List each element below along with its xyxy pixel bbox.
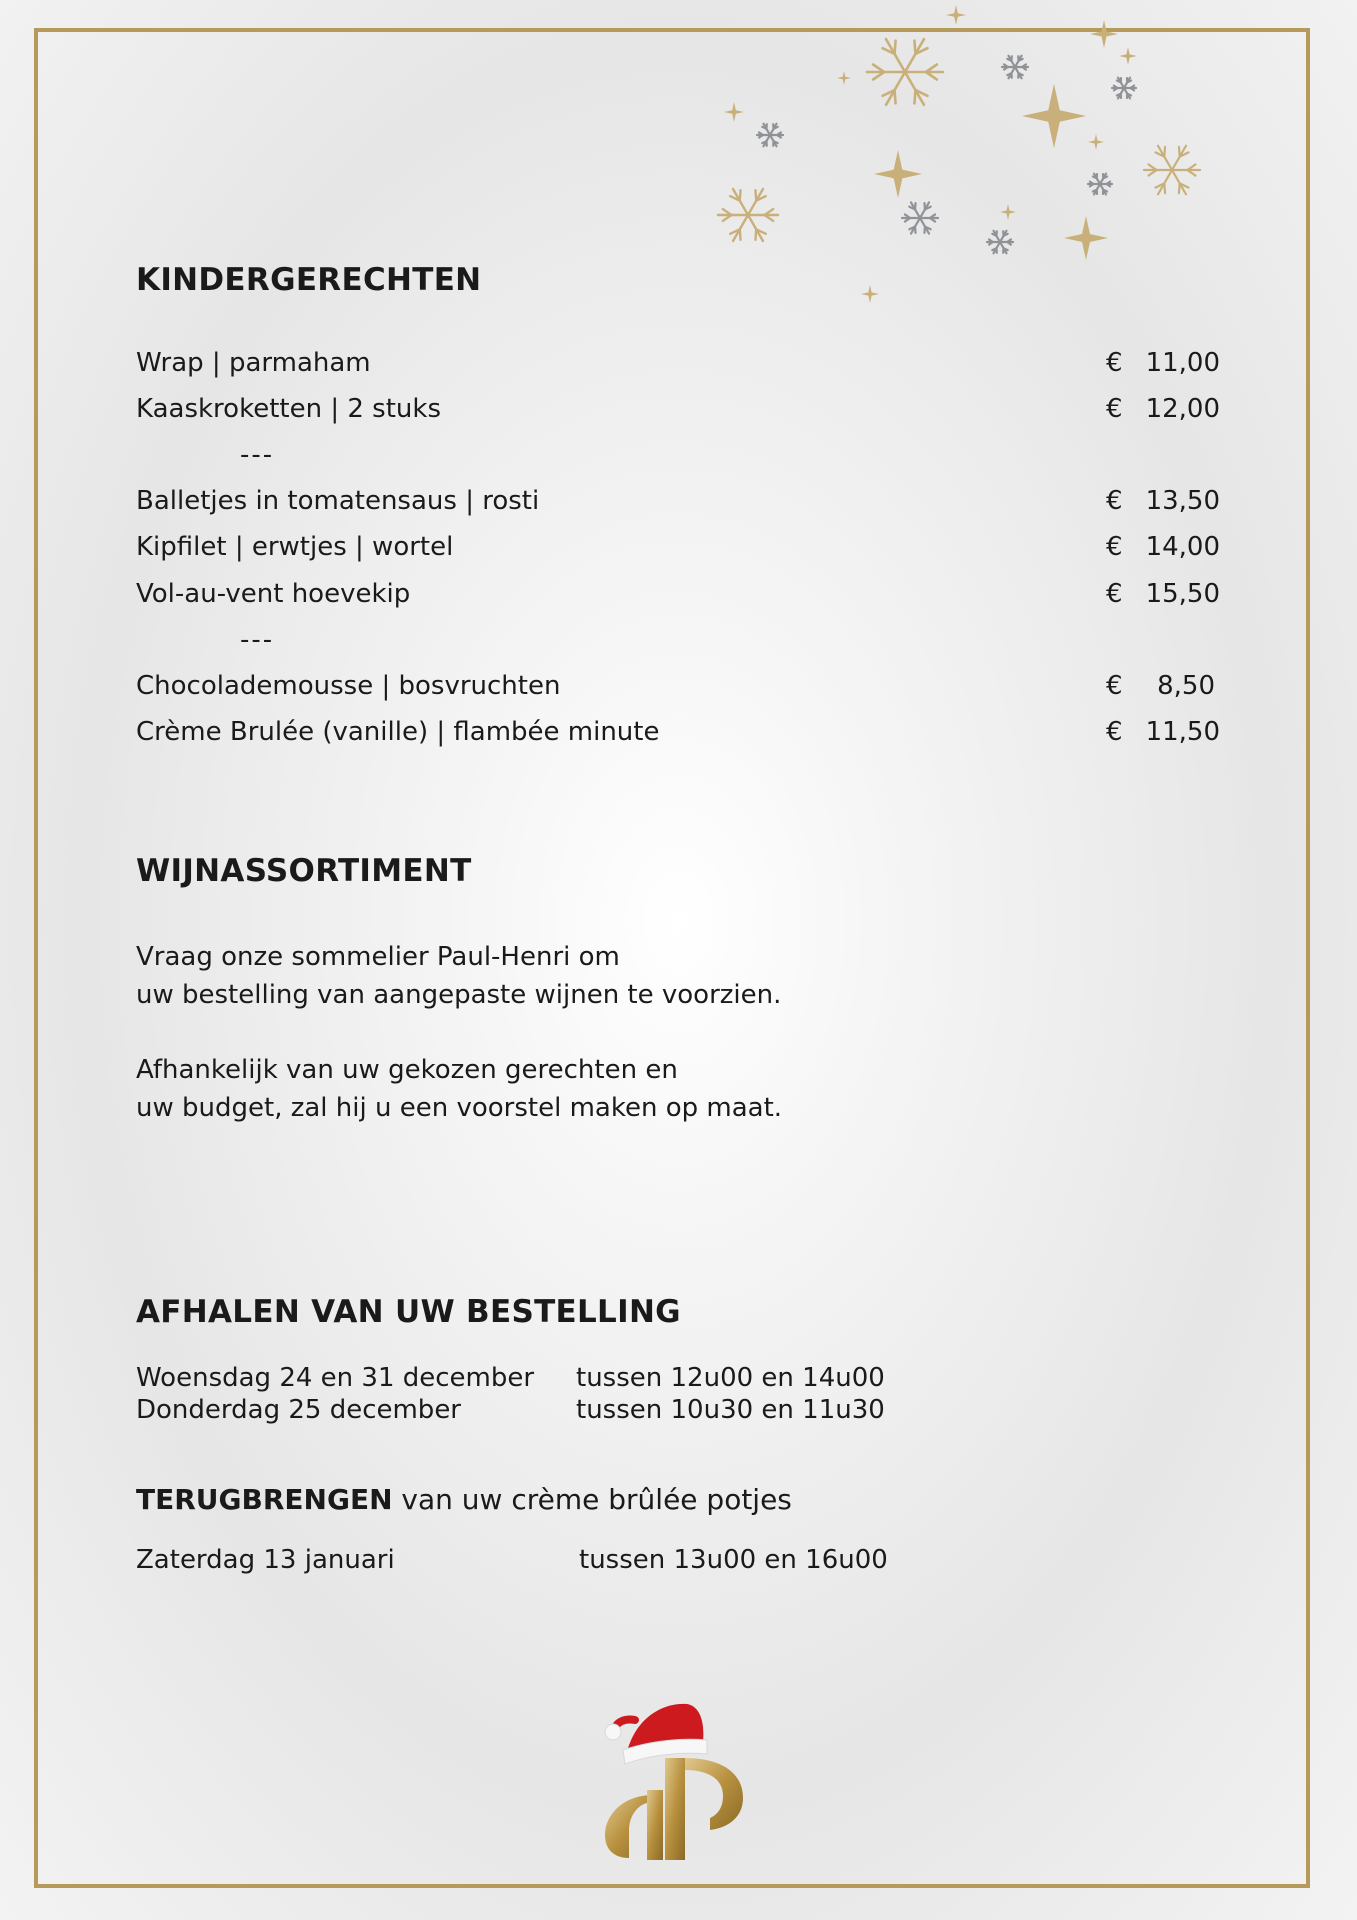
snowflake-icon [757, 124, 783, 147]
menu-item-name: Balletjes in tomatensaus | rosti [136, 486, 540, 516]
menu-separator: --- [240, 625, 275, 655]
star-icon [946, 5, 966, 25]
wine-paragraph-2 [136, 1051, 782, 1127]
pickup-time: tussen 12u00 en 14u00 [576, 1363, 885, 1393]
snowflake-icon [987, 231, 1013, 254]
wine-text-line: uw bestelling van aangepaste wijnen te voorzien. [136, 980, 782, 1010]
wine-text-line: Vraag onze sommelier Paul-Henri om [136, 942, 620, 972]
return-time: tussen 13u00 en 16u00 [579, 1545, 888, 1575]
star-icon [1000, 204, 1016, 220]
snowflake-icon [718, 189, 778, 241]
wine-text-line: Afhankelijk van uw gekozen gerechten en [136, 1055, 678, 1085]
snowflake-icon [1002, 56, 1028, 79]
return-title [136, 1483, 792, 1516]
snowflake-icon [867, 39, 943, 105]
dp-logo-icon [595, 1690, 755, 1865]
wine-title: WIJNASSORTIMENT [136, 853, 472, 889]
currency-symbol: € [1106, 717, 1123, 747]
currency-symbol: € [1106, 486, 1123, 516]
kids-title: KINDERGERECHTEN [136, 262, 482, 298]
menu-item-name: Kipfilet | erwtjes | wortel [136, 532, 454, 562]
star-icon [1088, 134, 1104, 150]
star-icon [1064, 216, 1108, 260]
menu-item-price: 15,50 [1145, 579, 1220, 609]
pickup-time: tussen 10u30 en 11u30 [576, 1395, 885, 1425]
pickup-day: Donderdag 25 december [136, 1395, 461, 1425]
star-icon [874, 150, 922, 198]
snowflakes-stars-icon [700, 0, 1220, 320]
pickup-day: Woensdag 24 en 31 december [136, 1363, 535, 1393]
wine-paragraph-1 [136, 938, 781, 1014]
menu-item-name: Wrap | parmaham [136, 348, 371, 378]
menu-item-name: Chocolademousse | bosvruchten [136, 671, 561, 701]
menu-item-name: Crème Brulée (vanille) | flambée minute [136, 717, 660, 747]
star-icon [837, 71, 851, 85]
currency-symbol: € [1106, 348, 1123, 378]
return-title-bold: TERUGBRENGEN [136, 1483, 393, 1516]
currency-symbol: € [1106, 394, 1123, 424]
menu-item-price: 8,50 [1157, 671, 1215, 701]
menu-item-price: 11,00 [1145, 348, 1220, 378]
snowflake-icon [1112, 78, 1136, 99]
star-icon [1090, 20, 1118, 48]
snowflake-icon [1088, 174, 1112, 195]
menu-item-price: 11,50 [1145, 717, 1220, 747]
wine-text-line: uw budget, zal hij u een voorstel maken op maat. [136, 1093, 783, 1123]
return-day: Zaterdag 13 januari [136, 1545, 395, 1575]
snowflake-icon [902, 202, 938, 233]
star-icon [724, 102, 744, 122]
menu-item-price: 14,00 [1145, 532, 1220, 562]
menu-item-price: 12,00 [1145, 394, 1220, 424]
star-icon [861, 285, 879, 303]
pickup-title: AFHALEN VAN UW BESTELLING [136, 1294, 681, 1330]
currency-symbol: € [1106, 532, 1123, 562]
menu-separator: --- [240, 440, 275, 470]
menu-item-price: 13,50 [1145, 486, 1220, 516]
snowflake-icon [1144, 146, 1200, 194]
menu-item-name: Kaaskroketten | 2 stuks [136, 394, 441, 424]
star-icon [1119, 47, 1137, 65]
return-title-rest: van uw crème brûlée potjes [392, 1483, 792, 1516]
currency-symbol: € [1106, 671, 1123, 701]
currency-symbol: € [1106, 579, 1123, 609]
menu-item-name: Vol-au-vent hoevekip [136, 579, 411, 609]
star-icon [1022, 84, 1086, 148]
